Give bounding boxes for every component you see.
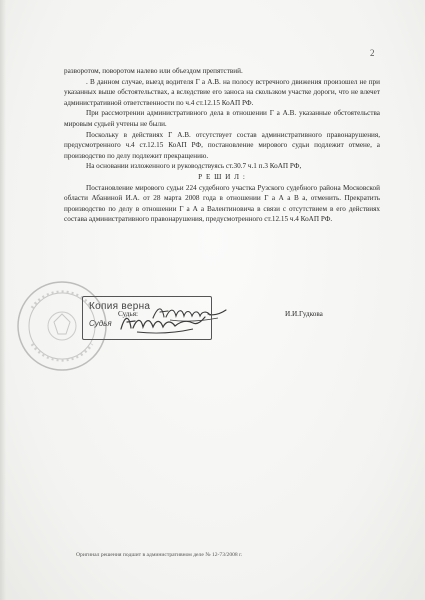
paragraph-4: Поскольку в действиях Г А.В. отсутствует состав административного правонарушения, предусмотренного ч.4 ст.12.15 КоАП РФ, постановление мирового судьи подлежит отмене, а производство по делу подлежит прекращению. [64, 130, 380, 160]
certified-copy-stamp [82, 296, 212, 340]
signature-label: Судья: [118, 310, 138, 318]
paragraph-1: разворотом, поворотом налево или объездом препятствий. [64, 67, 243, 75]
decision-heading: Р Е Ш И Л : [198, 172, 246, 181]
stamp-signature [119, 311, 207, 335]
stamp-title: Копия верна [89, 301, 151, 312]
decision-paragraph: Постановление мирового судьи 224 судебного участка Рузского судебного района Московской области Абаниной И.А. от 28 марта 2008 года в отношении Г а А а В а, отменить. Прекратить производство по делу в отношении Г а А а Валентиновича в связи с отсутствием в его действиях состава административного правонарушения, предусмотренного ст.12.15 ч.4 КоАП РФ. [64, 183, 380, 224]
page-edge-shadow [0, 0, 6, 600]
paragraph-2: . В данном случае, выезд водителя Г а А.В. на полосу встречного движения произошел не при указанных выше обстоятельствах, а вследствие его заноса на скользком участке дороги, что не влечет административной ответственности по ч.4 ст.12.15 КоАП РФ. [64, 77, 380, 107]
footer-note: Оригинал решения подшит в административном деле № 12-73/2008 г. [76, 552, 243, 558]
judge-name: И.И.Гудкова [285, 310, 323, 318]
paragraph-3: При рассмотрении административного дела в отношении Г а А.В. указанные обстоятельства мировым судьей учтены не были. [64, 109, 380, 128]
body-text [64, 66, 380, 225]
stamp-judge-label: Судья [89, 319, 112, 328]
paragraph-5: На основании изложенного и руководствуясь ст.30.7 ч.1 п.3 КоАП РФ, [86, 162, 302, 171]
page-number: 2 [370, 48, 375, 58]
